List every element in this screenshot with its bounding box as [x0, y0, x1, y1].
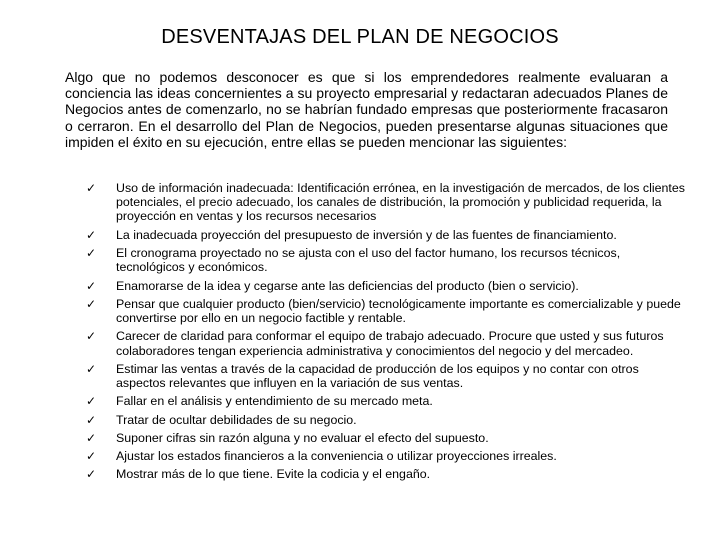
disadvantages-list — [65, 181, 689, 486]
list-item-text: Pensar que cualquier producto (bien/servicio) tecnológicamente importante es comercializable y puede convertirse por ello en un negocio factible y rentable. — [116, 296, 681, 325]
check-mark-icon: ✓ — [86, 449, 97, 464]
check-mark-icon: ✓ — [86, 296, 97, 311]
check-mark-icon: ✓ — [86, 412, 97, 427]
check-mark-icon: ✓ — [86, 467, 97, 482]
list-item — [65, 362, 689, 390]
list-item-text: Uso de información inadecuada: Identificación errónea, en la investigación de mercados, de los clientes potenciales, el precio adecuado, los canales de distribución, la promoción y publicidad requerida, la proyección en ventas y los recursos necesarios — [116, 181, 685, 224]
list-item-text: Ajustar los estados financieros a la conveniencia o utilizar proyecciones irreales. — [116, 449, 557, 464]
list-item — [65, 279, 689, 293]
list-item — [65, 246, 689, 274]
list-item — [65, 413, 689, 427]
list-item-text: El cronograma proyectado no se ajusta con el uso del factor humano, los recursos técnicos, tecnológicos y económicos. — [116, 246, 621, 275]
list-item-text: Enamorarse de la idea y cegarse ante las deficiencias del producto (bien o servicio). — [116, 278, 579, 293]
list-item-text: La inadecuada proyección del presupuesto de inversión y de las fuentes de financiamiento. — [116, 227, 617, 242]
intro-paragraph: Algo que no podemos desconocer es que si los emprendedores realmente evaluaran a conciencia las ideas concernientes a su proyecto empresarial y redactaran adecuados Planes de Negocios antes de comenzarlo, no se habrían fundado empresas que posteriormente fracasaron o cerraron. En el desarrollo del Plan de Negocios, pueden presentarse algunas situaciones que impiden el éxito en su ejecución, entre ellas se pueden mencionar las siguientes: — [65, 69, 668, 150]
list-item — [65, 394, 689, 408]
list-item-text: Suponer cifras sin razón alguna y no evaluar el efecto del supuesto. — [116, 430, 489, 445]
list-item — [65, 449, 689, 463]
check-mark-icon: ✓ — [86, 361, 97, 376]
list-item-text: Mostrar más de lo que tiene. Evite la codicia y el engaño. — [116, 467, 431, 482]
check-mark-icon: ✓ — [86, 246, 97, 260]
check-mark-icon: ✓ — [86, 329, 97, 344]
list-item — [65, 329, 689, 357]
list-item-text: Fallar en el análisis y entendimiento de su mercado meta. — [116, 394, 433, 409]
page-title: DESVENTAJAS DEL PLAN DE NEGOCIOS — [161, 26, 559, 48]
list-item-text: Carecer de claridad para conformar el equipo de trabajo adecuado. Procure que usted y sus futuros colaboradores tengan experiencia administrativa y conocimientos del negocio y del mercadeo. — [116, 329, 664, 358]
list-item-text: Estimar las ventas a través de la capacidad de producción de los equipos y no contar con otros aspectos relevantes que influyen en la variación de sus ventas. — [116, 361, 639, 390]
check-mark-icon: ✓ — [86, 181, 97, 195]
check-mark-icon: ✓ — [86, 394, 97, 409]
list-item — [65, 181, 689, 224]
check-mark-icon: ✓ — [86, 278, 97, 293]
list-item — [65, 467, 689, 481]
list-item-text: Tratar de ocultar debilidades de su negocio. — [116, 412, 357, 427]
list-item — [65, 431, 689, 445]
list-item — [65, 297, 689, 325]
check-mark-icon: ✓ — [86, 430, 97, 445]
check-mark-icon: ✓ — [86, 227, 97, 242]
list-item — [65, 228, 689, 242]
